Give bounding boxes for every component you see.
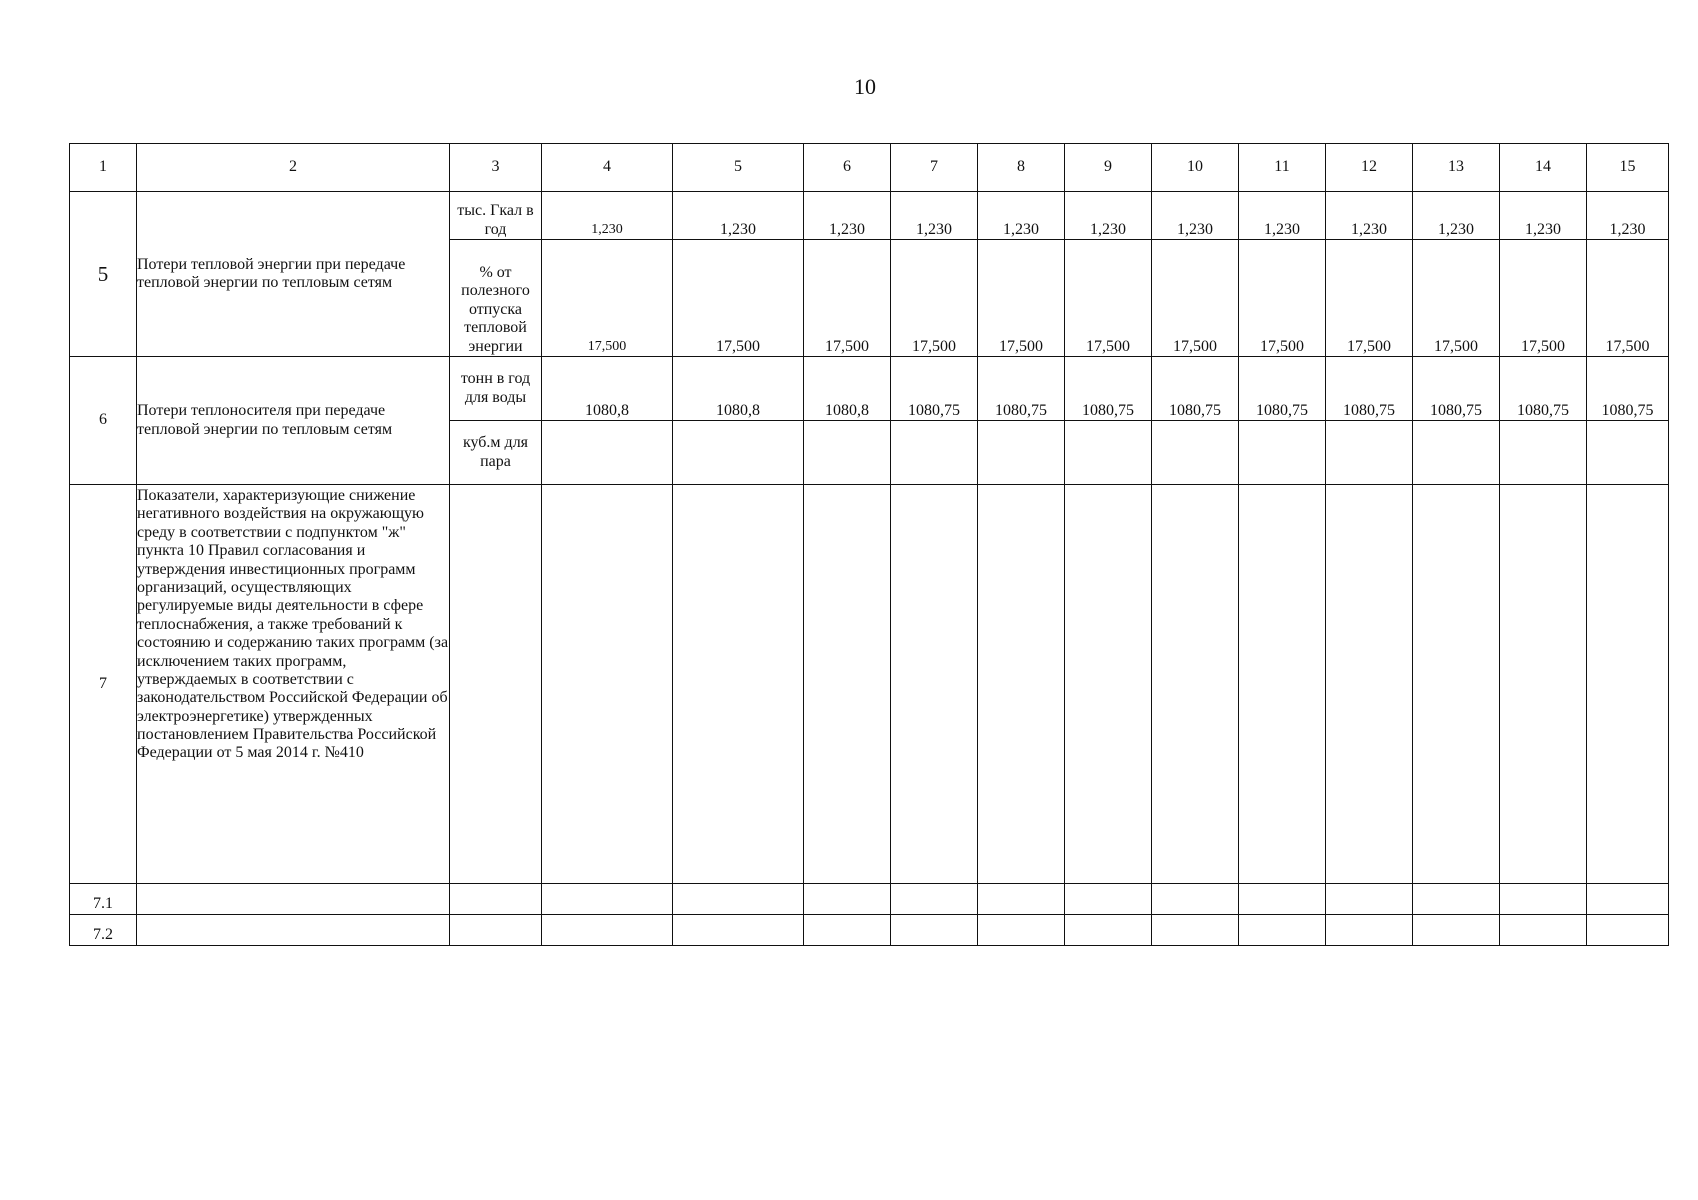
value-cell [1065, 485, 1152, 884]
value-cell [1239, 485, 1326, 884]
value-cell [891, 915, 978, 946]
value-cell: 1,230 [891, 192, 978, 240]
value-cell [1500, 485, 1587, 884]
unit-cell: тыс. Гкал в год [450, 192, 542, 240]
value-cell [542, 915, 673, 946]
value-cell: 17,500 [673, 240, 804, 357]
value-cell [1587, 915, 1669, 946]
header-cell: 1 [70, 144, 137, 192]
value-cell: 1080,75 [891, 357, 978, 421]
unit-cell: % от полезного отпуска тепловой энергии [450, 240, 542, 357]
value-cell [1500, 421, 1587, 485]
row-number: 5 [70, 192, 137, 357]
header-cell: 8 [978, 144, 1065, 192]
value-cell [673, 421, 804, 485]
value-cell: 17,500 [1326, 240, 1413, 357]
value-cell [1413, 884, 1500, 915]
value-cell: 1,230 [542, 192, 673, 240]
indicator-name: Потери тепловой энергии при передаче тепловой энергии по тепловым сетям [137, 192, 450, 357]
value-cell: 1080,75 [1239, 357, 1326, 421]
value-cell [804, 421, 891, 485]
value-cell [1326, 485, 1413, 884]
header-cell: 15 [1587, 144, 1669, 192]
value-cell [891, 421, 978, 485]
header-cell: 11 [1239, 144, 1326, 192]
value-cell [1587, 884, 1669, 915]
value-cell: 17,500 [978, 240, 1065, 357]
header-cell: 3 [450, 144, 542, 192]
table-row [70, 485, 1669, 884]
value-cell: 1080,75 [978, 357, 1065, 421]
row-number: 6 [70, 357, 137, 485]
value-cell: 1080,8 [542, 357, 673, 421]
value-cell [1413, 915, 1500, 946]
unit-cell [450, 915, 542, 946]
value-cell: 1080,75 [1500, 357, 1587, 421]
value-cell [804, 915, 891, 946]
value-cell [978, 884, 1065, 915]
indicator-name: Потери теплоносителя при передаче тепловой энергии по тепловым сетям [137, 357, 450, 485]
header-cell: 10 [1152, 144, 1239, 192]
unit-cell [450, 485, 542, 884]
value-cell [673, 915, 804, 946]
value-cell: 1,230 [1326, 192, 1413, 240]
value-cell [804, 485, 891, 884]
value-cell: 1,230 [673, 192, 804, 240]
row-number: 7.1 [70, 884, 137, 915]
value-cell: 17,500 [1413, 240, 1500, 357]
value-cell [673, 485, 804, 884]
value-cell: 17,500 [1500, 240, 1587, 357]
header-cell: 9 [1065, 144, 1152, 192]
value-cell [891, 884, 978, 915]
value-cell [978, 421, 1065, 485]
value-cell [1239, 915, 1326, 946]
value-cell [978, 485, 1065, 884]
value-cell [1152, 485, 1239, 884]
value-cell [1326, 421, 1413, 485]
value-cell [1413, 421, 1500, 485]
value-cell [978, 915, 1065, 946]
value-cell: 17,500 [1587, 240, 1669, 357]
value-cell [542, 884, 673, 915]
header-cell: 13 [1413, 144, 1500, 192]
unit-cell: тонн в год для воды [450, 357, 542, 421]
value-cell: 1080,75 [1152, 357, 1239, 421]
value-cell: 1,230 [1500, 192, 1587, 240]
value-cell: 1080,8 [804, 357, 891, 421]
value-cell: 17,500 [542, 240, 673, 357]
header-cell: 7 [891, 144, 978, 192]
header-cell: 12 [1326, 144, 1413, 192]
value-cell [1152, 915, 1239, 946]
value-cell: 1,230 [804, 192, 891, 240]
value-cell: 17,500 [1065, 240, 1152, 357]
value-cell: 1,230 [1152, 192, 1239, 240]
value-cell: 17,500 [804, 240, 891, 357]
value-cell [673, 884, 804, 915]
indicator-name [137, 915, 450, 946]
value-cell [542, 421, 673, 485]
value-cell: 1,230 [1239, 192, 1326, 240]
value-cell [1326, 884, 1413, 915]
value-cell: 17,500 [891, 240, 978, 357]
value-cell: 1080,8 [673, 357, 804, 421]
table-row [70, 357, 1669, 421]
value-cell [1239, 421, 1326, 485]
header-cell: 6 [804, 144, 891, 192]
value-cell [1065, 421, 1152, 485]
value-cell: 17,500 [1152, 240, 1239, 357]
value-cell: 1,230 [1587, 192, 1669, 240]
indicator-name: Показатели, характеризующие снижение негативного воздействия на окружающую среду в соответствии с подпунктом "ж" пункта 10 Правил согласования и утверждения инвестиционных программ организаций, осуществляющих регулируемые виды деятельности в сфере теплоснабжения, а также требований к состоянию и содержанию таких программ (за исключением таких программ, утверждаемых в соответствии с законодательством Российской Федерации об электроэнергетике) утвержденных постановлением Правительства Российской Федерации от 5 мая 2014 г. №410 [137, 485, 450, 884]
value-cell [1587, 485, 1669, 884]
value-cell: 1,230 [1065, 192, 1152, 240]
header-cell: 2 [137, 144, 450, 192]
row-number: 7.2 [70, 915, 137, 946]
indicator-name [137, 884, 450, 915]
value-cell [804, 884, 891, 915]
value-cell [1152, 884, 1239, 915]
header-cell: 5 [673, 144, 804, 192]
indicators-table [69, 143, 1669, 946]
value-cell: 1,230 [978, 192, 1065, 240]
value-cell [1326, 915, 1413, 946]
value-cell: 1,230 [1413, 192, 1500, 240]
value-cell [1500, 884, 1587, 915]
unit-cell [450, 884, 542, 915]
value-cell [1587, 421, 1669, 485]
table-row [70, 915, 1669, 946]
value-cell [1152, 421, 1239, 485]
value-cell: 1080,75 [1587, 357, 1669, 421]
value-cell: 1080,75 [1413, 357, 1500, 421]
value-cell [1413, 485, 1500, 884]
value-cell [542, 485, 673, 884]
value-cell: 17,500 [1239, 240, 1326, 357]
page-number: 10 [854, 74, 876, 99]
row-number: 7 [70, 485, 137, 884]
table-row [70, 884, 1669, 915]
header-row [70, 144, 1669, 192]
value-cell: 1080,75 [1326, 357, 1413, 421]
header-cell: 14 [1500, 144, 1587, 192]
value-cell [1065, 915, 1152, 946]
header-cell: 4 [542, 144, 673, 192]
table-row [70, 192, 1669, 240]
unit-cell: куб.м для пара [450, 421, 542, 485]
value-cell: 1080,75 [1065, 357, 1152, 421]
value-cell [1065, 884, 1152, 915]
value-cell [1239, 884, 1326, 915]
value-cell [891, 485, 978, 884]
value-cell [1500, 915, 1587, 946]
